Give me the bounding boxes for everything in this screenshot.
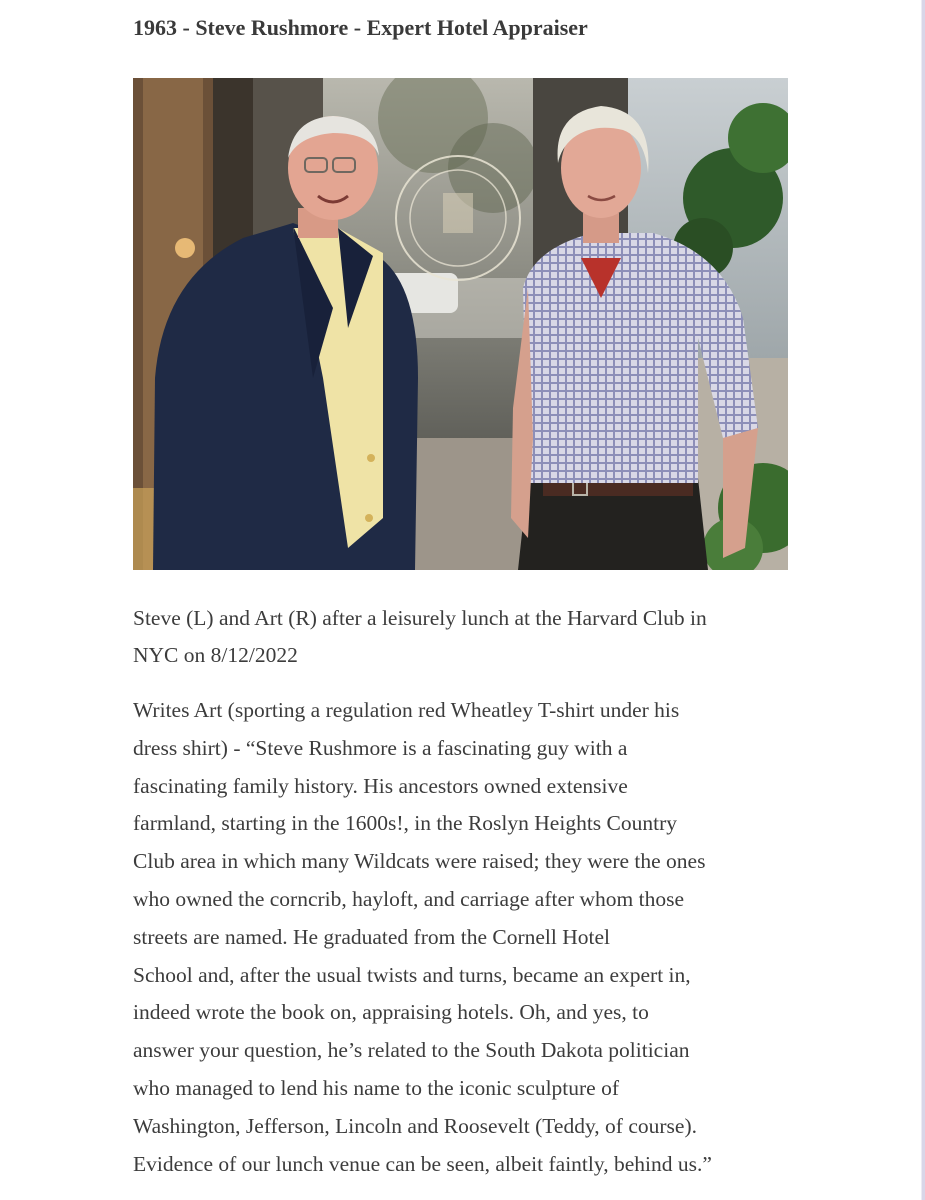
body-line: School and, after the usual twists and turns, became an expert in,: [133, 962, 691, 987]
article-body: [133, 692, 793, 1183]
body-line: Evidence of our lunch venue can be seen, albeit faintly, behind us.”: [133, 1151, 712, 1176]
body-line: who owned the corncrib, hayloft, and carriage after whom those: [133, 886, 685, 911]
caption-line: NYC on 8/12/2022: [133, 643, 298, 667]
caption-line: Steve (L) and Art (R) after a leisurely lunch at the Harvard Club in: [133, 606, 707, 630]
body-line: indeed wrote the book on, appraising hotels. Oh, and yes, to: [133, 1000, 649, 1025]
body-line: Writes Art (sporting a regulation red Wheatley T-shirt under his: [133, 698, 680, 722]
body-line: answer your question, he’s related to the South Dakota politician: [133, 1038, 690, 1063]
body-line: streets are named. He graduated from the Cornell Hotel: [133, 924, 610, 949]
photo-two-men-icon: [133, 78, 788, 570]
body-line: fascinating family history. His ancestors owned extensive: [133, 773, 628, 798]
photo-caption: [133, 600, 793, 674]
article-title: 1963 - Steve Rushmore - Expert Hotel Appraiser: [133, 15, 588, 40]
article-photo: [133, 78, 788, 570]
body-line: Club area in which many Wildcats were raised; they were the ones: [133, 849, 706, 874]
body-line: dress shirt) - “Steve Rushmore is a fascinating guy with a: [133, 735, 628, 760]
body-line: who managed to lend his name to the iconic sculpture of: [133, 1075, 620, 1100]
body-line: farmland, starting in the 1600s!, in the Roslyn Heights Country: [133, 811, 678, 836]
body-line: Washington, Jefferson, Lincoln and Roosevelt (Teddy, of course).: [133, 1113, 697, 1138]
